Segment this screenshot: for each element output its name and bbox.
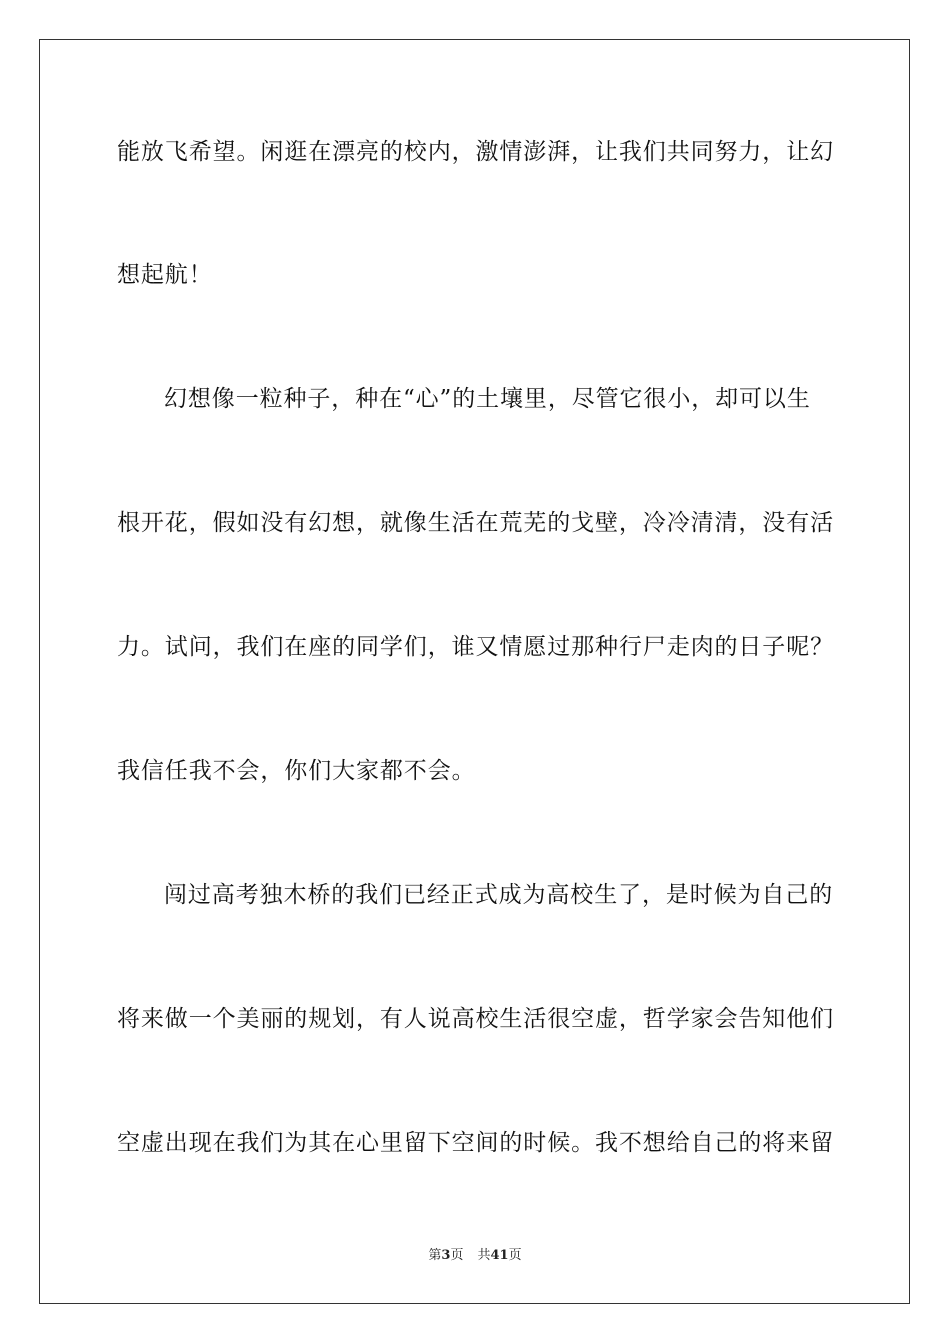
page-number: 3 bbox=[441, 1248, 451, 1263]
page-footer bbox=[0, 1247, 950, 1265]
page-border bbox=[39, 39, 910, 1304]
total-pages: 41 bbox=[490, 1248, 509, 1263]
paragraph-start-line: 闯过高考独木桥的我们已经正式成为高校生了，是时候为自己的 bbox=[164, 882, 834, 908]
total-prefix: 共 bbox=[477, 1248, 491, 1263]
text-line: 将来做一个美丽的规划，有人说高校生活很空虚，哲学家会告知他们 bbox=[117, 1006, 834, 1032]
page-prefix: 第 bbox=[428, 1248, 442, 1263]
text-line: 空虚出现在我们为其在心里留下空间的时候。我不想给自己的将来留 bbox=[117, 1130, 834, 1156]
total-suffix: 页 bbox=[508, 1248, 522, 1263]
text-line: 根开花，假如没有幻想，就像生活在荒芜的戈壁，冷冷清清，没有活 bbox=[117, 510, 834, 536]
text-line: 我信任我不会，你们大家都不会。 bbox=[117, 758, 476, 784]
text-line: 能放飞希望。闲逛在漂亮的校内，激情澎湃，让我们共同努力，让幻 bbox=[117, 139, 834, 165]
page-suffix: 页 bbox=[450, 1248, 464, 1263]
text-line: 力。试问，我们在座的同学们，谁又情愿过那种行尸走肉的日子呢？ bbox=[117, 634, 834, 660]
paragraph-start-line: 幻想像一粒种子，种在“心”的土壤里，尽管它很小，却可以生 bbox=[164, 386, 811, 412]
text-line: 想起航！ bbox=[117, 262, 213, 288]
